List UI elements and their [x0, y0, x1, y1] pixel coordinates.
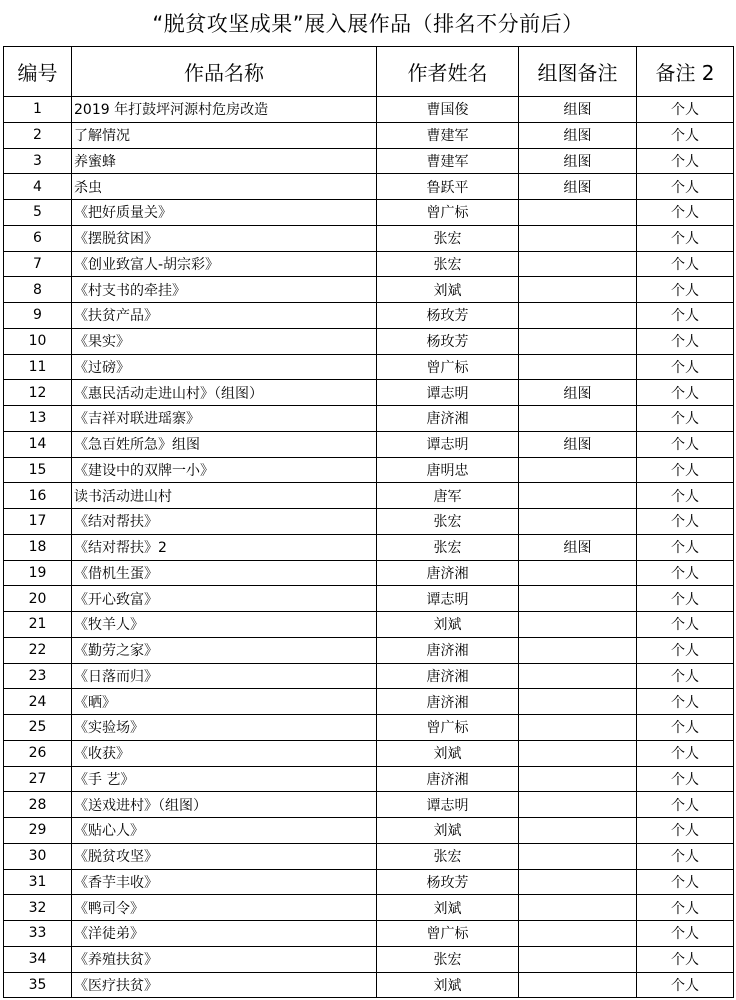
cell-no: 18	[4, 534, 72, 560]
cell-group-note	[519, 843, 637, 869]
cell-author: 唐济湘	[377, 560, 519, 586]
cell-group-note	[519, 663, 637, 689]
cell-work-name: 《结对帮扶》2	[72, 534, 377, 560]
cell-group-note	[519, 328, 637, 354]
cell-no: 13	[4, 406, 72, 432]
cell-no: 32	[4, 895, 72, 921]
cell-author: 曾广标	[377, 921, 519, 947]
cell-author: 曹建军	[377, 148, 519, 174]
cell-note2: 个人	[637, 483, 734, 509]
cell-work-name: 杀虫	[72, 174, 377, 200]
cell-group-note	[519, 946, 637, 972]
cell-work-name: 《过磅》	[72, 354, 377, 380]
cell-work-name: 了解情况	[72, 122, 377, 148]
cell-author: 谭志明	[377, 380, 519, 406]
cell-author: 刘斌	[377, 612, 519, 638]
cell-no: 12	[4, 380, 72, 406]
table-row	[4, 97, 734, 123]
cell-note2: 个人	[637, 174, 734, 200]
cell-no: 16	[4, 483, 72, 509]
cell-note2: 个人	[637, 869, 734, 895]
cell-no: 9	[4, 303, 72, 329]
table-body	[4, 97, 734, 998]
cell-work-name: 《吉祥对联进瑶寨》	[72, 406, 377, 432]
cell-note2: 个人	[637, 792, 734, 818]
cell-work-name: 《实验场》	[72, 715, 377, 741]
cell-note2: 个人	[637, 251, 734, 277]
table-row	[4, 354, 734, 380]
cell-author: 刘斌	[377, 740, 519, 766]
cell-group-note: 组图	[519, 148, 637, 174]
cell-no: 28	[4, 792, 72, 818]
cell-work-name: 《建设中的双牌一小》	[72, 457, 377, 483]
cell-no: 30	[4, 843, 72, 869]
table-row	[4, 869, 734, 895]
cell-work-name: 《养殖扶贫》	[72, 946, 377, 972]
cell-work-name: 《手 艺》	[72, 766, 377, 792]
table-row	[4, 431, 734, 457]
document-title: “脱贫攻坚成果”展入展作品（排名不分前后）	[152, 12, 584, 36]
cell-author: 曾广标	[377, 715, 519, 741]
cell-note2: 个人	[637, 560, 734, 586]
table-row	[4, 225, 734, 251]
table-row	[4, 740, 734, 766]
table-row	[4, 689, 734, 715]
cell-no: 19	[4, 560, 72, 586]
cell-group-note	[519, 225, 637, 251]
cell-note2: 个人	[637, 843, 734, 869]
table-row	[4, 792, 734, 818]
cell-author: 唐济湘	[377, 637, 519, 663]
cell-no: 2	[4, 122, 72, 148]
cell-no: 34	[4, 946, 72, 972]
cell-group-note	[519, 972, 637, 998]
cell-note2: 个人	[637, 972, 734, 998]
table-row	[4, 148, 734, 174]
cell-note2: 个人	[637, 740, 734, 766]
table-row	[4, 921, 734, 947]
cell-note2: 个人	[637, 509, 734, 535]
cell-work-name: 《牧羊人》	[72, 612, 377, 638]
cell-note2: 个人	[637, 895, 734, 921]
cell-group-note	[519, 483, 637, 509]
cell-work-name: 《借机生蛋》	[72, 560, 377, 586]
table-row	[4, 895, 734, 921]
header-work-name: 作品名称	[72, 47, 377, 97]
table-row	[4, 509, 734, 535]
cell-no: 17	[4, 509, 72, 535]
cell-work-name: 《收获》	[72, 740, 377, 766]
header-no: 编号	[4, 47, 72, 97]
cell-work-name: 《结对帮扶》	[72, 509, 377, 535]
cell-no: 22	[4, 637, 72, 663]
table-row	[4, 818, 734, 844]
cell-note2: 个人	[637, 303, 734, 329]
cell-note2: 个人	[637, 200, 734, 226]
cell-author: 张宏	[377, 509, 519, 535]
cell-no: 35	[4, 972, 72, 998]
table-row	[4, 303, 734, 329]
cell-author: 唐济湘	[377, 663, 519, 689]
cell-note2: 个人	[637, 946, 734, 972]
table-row	[4, 200, 734, 226]
cell-work-name: 《贴心人》	[72, 818, 377, 844]
table-row	[4, 406, 734, 432]
cell-author: 鲁跃平	[377, 174, 519, 200]
cell-author: 刘斌	[377, 818, 519, 844]
table-row	[4, 586, 734, 612]
cell-work-name: 读书活动进山村	[72, 483, 377, 509]
cell-author: 谭志明	[377, 792, 519, 818]
cell-no: 24	[4, 689, 72, 715]
cell-author: 张宏	[377, 251, 519, 277]
cell-author: 张宏	[377, 225, 519, 251]
cell-group-note	[519, 303, 637, 329]
cell-group-note	[519, 715, 637, 741]
cell-no: 21	[4, 612, 72, 638]
table-row	[4, 560, 734, 586]
cell-no: 5	[4, 200, 72, 226]
cell-work-name: 养蜜蜂	[72, 148, 377, 174]
table-row	[4, 483, 734, 509]
cell-note2: 个人	[637, 663, 734, 689]
cell-author: 刘斌	[377, 972, 519, 998]
cell-group-note	[519, 509, 637, 535]
cell-note2: 个人	[637, 148, 734, 174]
cell-author: 张宏	[377, 843, 519, 869]
cell-author: 张宏	[377, 534, 519, 560]
cell-no: 31	[4, 869, 72, 895]
cell-work-name: 《晒》	[72, 689, 377, 715]
cell-work-name: 《脱贫攻坚》	[72, 843, 377, 869]
cell-no: 11	[4, 354, 72, 380]
table-row	[4, 380, 734, 406]
cell-no: 29	[4, 818, 72, 844]
cell-author: 杨玫芳	[377, 303, 519, 329]
cell-work-name: 《开心致富》	[72, 586, 377, 612]
cell-note2: 个人	[637, 406, 734, 432]
cell-no: 14	[4, 431, 72, 457]
cell-no: 6	[4, 225, 72, 251]
cell-work-name: 《急百姓所急》组图	[72, 431, 377, 457]
cell-group-note: 组图	[519, 534, 637, 560]
cell-work-name: 《洋徒弟》	[72, 921, 377, 947]
cell-note2: 个人	[637, 818, 734, 844]
cell-note2: 个人	[637, 766, 734, 792]
cell-note2: 个人	[637, 225, 734, 251]
cell-author: 张宏	[377, 946, 519, 972]
cell-no: 33	[4, 921, 72, 947]
cell-group-note	[519, 200, 637, 226]
cell-group-note	[519, 637, 637, 663]
cell-work-name: 《医疗扶贫》	[72, 972, 377, 998]
cell-work-name: 2019 年打鼓坪河源村危房改造	[72, 97, 377, 123]
cell-group-note	[519, 921, 637, 947]
works-table	[3, 46, 734, 998]
cell-note2: 个人	[637, 921, 734, 947]
cell-note2: 个人	[637, 431, 734, 457]
cell-group-note	[519, 869, 637, 895]
table-row	[4, 843, 734, 869]
table-row	[4, 946, 734, 972]
cell-author: 唐明忠	[377, 457, 519, 483]
cell-group-note	[519, 457, 637, 483]
cell-group-note	[519, 766, 637, 792]
table-row	[4, 174, 734, 200]
cell-group-note: 组图	[519, 97, 637, 123]
table-row	[4, 972, 734, 998]
cell-no: 26	[4, 740, 72, 766]
cell-note2: 个人	[637, 97, 734, 123]
table-row	[4, 457, 734, 483]
cell-group-note	[519, 818, 637, 844]
cell-note2: 个人	[637, 637, 734, 663]
cell-author: 谭志明	[377, 431, 519, 457]
cell-author: 刘斌	[377, 895, 519, 921]
cell-work-name: 《村支书的牵挂》	[72, 277, 377, 303]
cell-no: 25	[4, 715, 72, 741]
table-row	[4, 277, 734, 303]
cell-note2: 个人	[637, 586, 734, 612]
cell-author: 杨玫芳	[377, 869, 519, 895]
cell-group-note	[519, 560, 637, 586]
cell-group-note	[519, 251, 637, 277]
cell-work-name: 《把好质量关》	[72, 200, 377, 226]
cell-group-note	[519, 740, 637, 766]
cell-no: 4	[4, 174, 72, 200]
cell-author: 曹国俊	[377, 97, 519, 123]
cell-no: 7	[4, 251, 72, 277]
cell-author: 唐济湘	[377, 689, 519, 715]
cell-no: 3	[4, 148, 72, 174]
cell-note2: 个人	[637, 689, 734, 715]
cell-note2: 个人	[637, 457, 734, 483]
cell-author: 曹建军	[377, 122, 519, 148]
cell-group-note	[519, 277, 637, 303]
table-row	[4, 612, 734, 638]
cell-work-name: 《惠民活动走进山村》（组图）	[72, 380, 377, 406]
table-row	[4, 663, 734, 689]
table-row	[4, 766, 734, 792]
cell-note2: 个人	[637, 122, 734, 148]
cell-work-name: 《创业致富人-胡宗彩》	[72, 251, 377, 277]
table-row	[4, 637, 734, 663]
cell-no: 23	[4, 663, 72, 689]
cell-note2: 个人	[637, 715, 734, 741]
cell-note2: 个人	[637, 380, 734, 406]
cell-note2: 个人	[637, 328, 734, 354]
cell-work-name: 《日落而归》	[72, 663, 377, 689]
cell-author: 谭志明	[377, 586, 519, 612]
table-row	[4, 122, 734, 148]
cell-group-note	[519, 586, 637, 612]
cell-author: 唐济湘	[377, 766, 519, 792]
cell-author: 曾广标	[377, 200, 519, 226]
cell-author: 杨玫芳	[377, 328, 519, 354]
header-note2: 备注 2	[637, 47, 734, 97]
cell-author: 曾广标	[377, 354, 519, 380]
cell-group-note	[519, 612, 637, 638]
table-row	[4, 328, 734, 354]
cell-no: 10	[4, 328, 72, 354]
cell-work-name: 《送戏进村》（组图）	[72, 792, 377, 818]
cell-group-note	[519, 895, 637, 921]
cell-work-name: 《果实》	[72, 328, 377, 354]
cell-group-note	[519, 406, 637, 432]
header-group-note: 组图备注	[519, 47, 637, 97]
table-row	[4, 534, 734, 560]
table-header-row	[4, 47, 734, 97]
cell-no: 15	[4, 457, 72, 483]
cell-note2: 个人	[637, 354, 734, 380]
cell-no: 8	[4, 277, 72, 303]
cell-author: 刘斌	[377, 277, 519, 303]
cell-work-name: 《扶贫产品》	[72, 303, 377, 329]
cell-work-name: 《鸭司令》	[72, 895, 377, 921]
cell-no: 27	[4, 766, 72, 792]
cell-work-name: 《勤劳之家》	[72, 637, 377, 663]
cell-note2: 个人	[637, 612, 734, 638]
cell-no: 20	[4, 586, 72, 612]
table-row	[4, 251, 734, 277]
cell-note2: 个人	[637, 277, 734, 303]
cell-group-note	[519, 792, 637, 818]
cell-group-note: 组图	[519, 174, 637, 200]
cell-group-note	[519, 354, 637, 380]
header-author: 作者姓名	[377, 47, 519, 97]
table-row	[4, 715, 734, 741]
cell-no: 1	[4, 97, 72, 123]
cell-group-note	[519, 689, 637, 715]
cell-author: 唐济湘	[377, 406, 519, 432]
cell-note2: 个人	[637, 534, 734, 560]
cell-group-note: 组图	[519, 122, 637, 148]
cell-work-name: 《香芋丰收》	[72, 869, 377, 895]
cell-group-note: 组图	[519, 380, 637, 406]
cell-author: 唐军	[377, 483, 519, 509]
cell-work-name: 《摆脱贫困》	[72, 225, 377, 251]
cell-group-note: 组图	[519, 431, 637, 457]
